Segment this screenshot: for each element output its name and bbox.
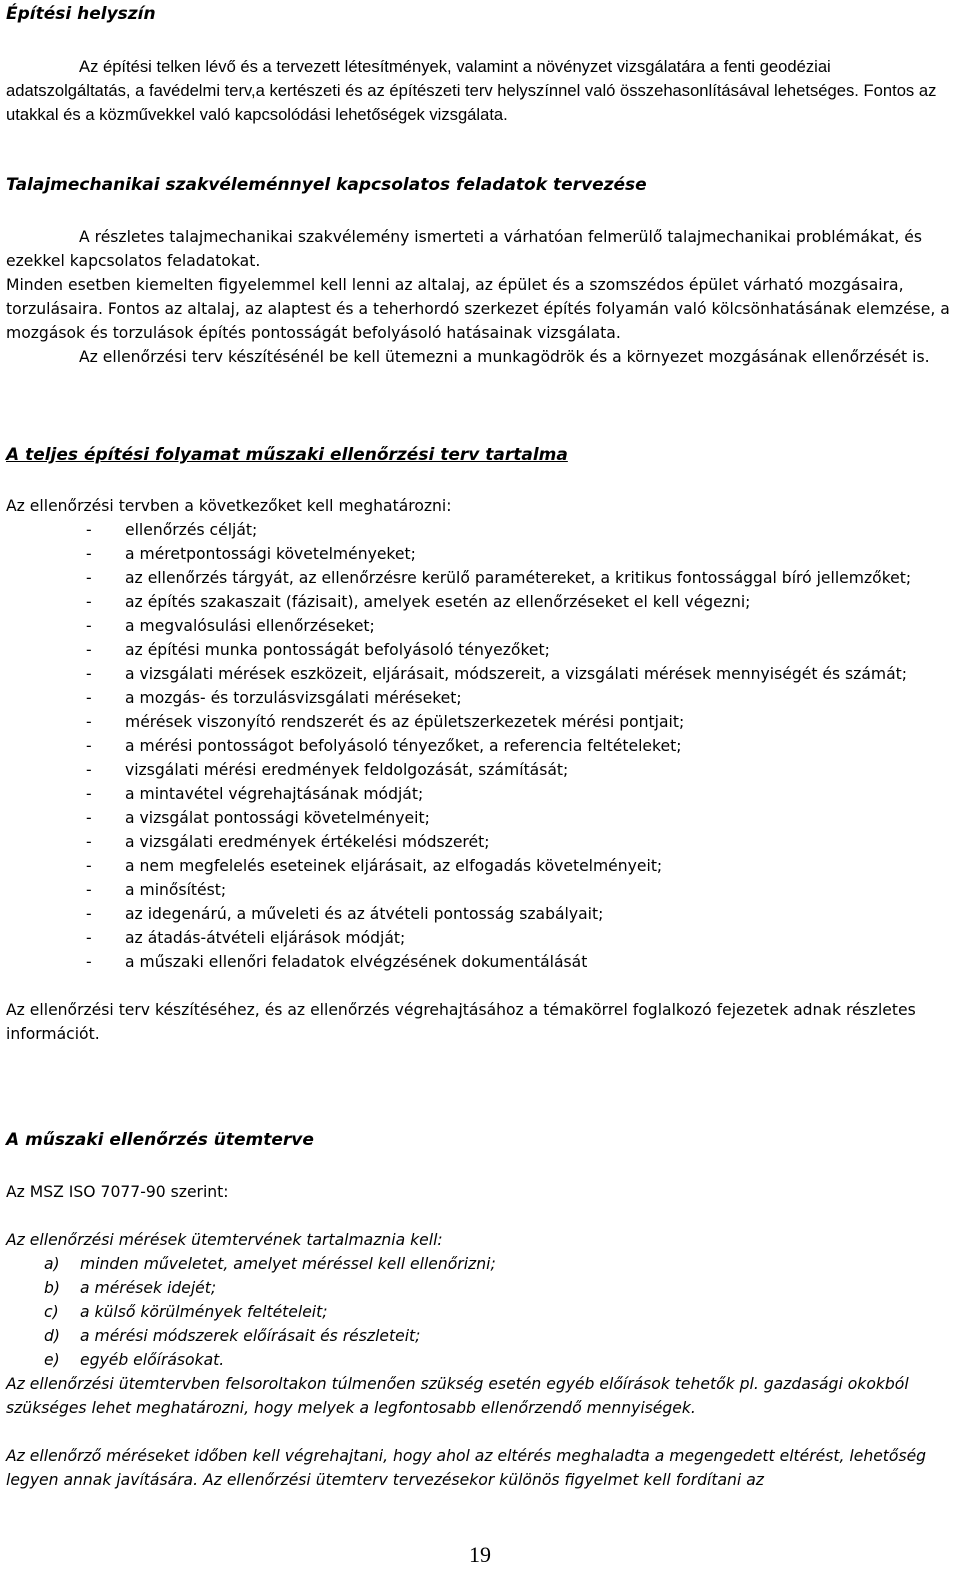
list-item-text: a vizsgálati mérések eszközeit, eljárásait, módszereit, a vizsgálati mérések mennyiségét és számát; (125, 665, 908, 683)
list-item-text: az átadás-átvételi eljárások módját; (125, 929, 406, 947)
section-title-building-site: Építési helyszín (6, 4, 156, 24)
list-item-text: az építés szakaszait (fázisait), amelyek esetén az ellenőrzéseket el kell végezni; (125, 593, 751, 611)
list-item (6, 614, 952, 638)
inspection-items-list (6, 518, 952, 974)
list-item (6, 566, 952, 590)
list-item (6, 878, 952, 902)
inspection-intro: Az ellenőrzési tervben a következőket kell meghatározni: (6, 497, 452, 515)
list-item-text: a mintavétel végrehajtásának módját; (125, 785, 424, 803)
schedule-body (6, 1180, 952, 1492)
list-item (6, 638, 952, 662)
soil-paragraph-2b: Fontos az altalaj, az alaptest és a teherhordó szerkezet építés folyamán való kölcsönhatásának elemzése, a mozgások és torzulások építés pontosságát befolyásoló hatásainak vizsgálata. (6, 300, 950, 342)
list-dash: - (86, 833, 92, 851)
page-number: 19 (469, 1542, 491, 1567)
schedule-lead: Az ellenőrzési mérések ütemtervének tartalmaznia kell: (6, 1231, 443, 1249)
list-item-text: a vizsgálat pontossági követelményeit; (125, 809, 430, 827)
list-item-text: a mérések idejét; (80, 1279, 217, 1297)
list-dash: - (86, 785, 92, 803)
soil-mechanics-body (6, 225, 952, 369)
list-item (6, 590, 952, 614)
list-item-text: az építési munka pontosságát befolyásoló tényezőket; (125, 641, 550, 659)
schedule-standard: Az MSZ ISO 7077-90 szerint: (6, 1183, 229, 1201)
list-item-text: egyéb előírásokat. (80, 1351, 225, 1369)
list-item-text: a méretpontossági követelményeket; (125, 545, 416, 563)
list-item (6, 854, 952, 878)
list-item (6, 1300, 952, 1324)
list-item-text: a műszaki ellenőri feladatok elvégzésének dokumentálását (125, 953, 588, 971)
inspection-outro: Az ellenőrzési terv készítéséhez, és az ellenőrzés végrehajtásához a témakörrel foglalkozó fejezetek adnak részletes információt. (6, 1001, 916, 1043)
list-marker: b) (44, 1279, 60, 1297)
list-dash: - (86, 665, 92, 683)
list-item (6, 1276, 952, 1300)
list-dash: - (86, 737, 92, 755)
list-item (6, 734, 952, 758)
list-item (6, 662, 952, 686)
list-item (6, 1324, 952, 1348)
section-title-schedule: A műszaki ellenőrzés ütemterve (6, 1130, 314, 1150)
list-item-text: a nem megfelelés eseteinek eljárásait, az elfogadás követelményeit; (125, 857, 663, 875)
list-marker: a) (44, 1255, 60, 1273)
list-dash: - (86, 617, 92, 635)
list-item-text: a minősítést; (125, 881, 227, 899)
soil-paragraph-2 (6, 273, 952, 345)
schedule-paragraph-1: Az ellenőrzési ütemtervben felsoroltakon túlmenően szükség esetén egyéb előírások tehetők pl. gazdasági okokból szükséges lehet meghatározni, hogy melyek a legfontosabb ellenőrzendő mennyiségek. (6, 1375, 909, 1417)
list-marker: d) (44, 1327, 60, 1345)
section-title-inspection-plan: A teljes építési folyamat műszaki ellenőrzési terv tartalma (6, 445, 568, 465)
list-item-text: minden műveletet, amelyet méréssel kell ellenőrizni; (80, 1255, 496, 1273)
list-dash: - (86, 953, 92, 971)
list-dash: - (86, 713, 92, 731)
list-dash: - (86, 809, 92, 827)
list-marker: e) (44, 1351, 60, 1369)
list-dash: - (86, 905, 92, 923)
list-dash: - (86, 761, 92, 779)
list-item (6, 710, 952, 734)
list-item-text: az idegenárú, a műveleti és az átvételi pontosság szabályait; (125, 905, 604, 923)
list-item-text: a mozgás- és torzulásvizsgálati méréseket; (125, 689, 462, 707)
section-title-soil-mechanics: Talajmechanikai szakvéleménnyel kapcsolatos feladatok tervezése (6, 175, 647, 195)
list-dash: - (86, 857, 92, 875)
list-item-text: vizsgálati mérési eredmények feldolgozását, számítását; (125, 761, 569, 779)
list-item (6, 1348, 952, 1372)
list-item-text: az ellenőrzés tárgyát, az ellenőrzésre kerülő paramétereket, a kritikus fontossággal bíró jellemzőket; (125, 569, 912, 587)
list-marker: c) (44, 1303, 59, 1321)
list-item-text: a vizsgálati eredmények értékelési módszerét; (125, 833, 490, 851)
schedule-items-list (6, 1252, 952, 1372)
list-item-text: a mérési pontosságot befolyásoló tényezőket, a referencia feltételeket; (125, 737, 682, 755)
list-item (6, 902, 952, 926)
list-item (6, 518, 952, 542)
list-item-text: mérések viszonyító rendszerét és az épületszerkezetek mérési pontjait; (125, 713, 685, 731)
list-item (6, 686, 952, 710)
list-item-text: ellenőrzés célját; (125, 521, 258, 539)
soil-paragraph-1: A részletes talajmechanikai szakvélemény ismerteti a várhatóan felmerülő talajmechanikai problémákat, és ezekkel kapcsolatos feladatokat. (6, 228, 922, 270)
list-dash: - (86, 929, 92, 947)
list-item-text: a külső körülmények feltételeit; (80, 1303, 328, 1321)
list-dash: - (86, 593, 92, 611)
list-dash: - (86, 689, 92, 707)
building-site-paragraph: Az építési telken lévő és a tervezett létesítmények, valamint a növényzet vizsgálatára a fenti geodéziai adatszolgáltatás, a favédelmi terv,a kertészeti és az építészeti terv helyszínnel való összehasonlításával lehetséges. Fontos az utakkal és a közművekkel való kapcsolódási lehetőségek vizsgálata. (6, 57, 937, 124)
list-dash: - (86, 521, 92, 539)
list-item-text: a megvalósulási ellenőrzéseket; (125, 617, 375, 635)
list-item (6, 782, 952, 806)
soil-paragraph-3: Az ellenőrzési terv készítésénél be kell ütemezni a munkagödrök és a környezet mozgásának ellenőrzését is. (79, 348, 930, 366)
inspection-plan-body (6, 494, 952, 1046)
list-dash: - (86, 641, 92, 659)
list-item (6, 806, 952, 830)
list-item (6, 542, 952, 566)
schedule-paragraph-2: Az ellenőrző méréseket időben kell végrehajtani, hogy ahol az eltérés meghaladta a megengedett eltérést, lehetőség legyen annak javítására. Az ellenőrzési ütemterv tervezésekor különös figyelmet kell fordítani az (6, 1447, 927, 1489)
list-dash: - (86, 545, 92, 563)
list-dash: - (86, 881, 92, 899)
list-item (6, 1252, 952, 1276)
soil-paragraph-2a: Minden esetben kiemelten figyelemmel kell lenni az altalaj, az épület és a szomszédos épület várható mozgásaira, torzulásaira. (6, 276, 904, 318)
list-item (6, 950, 952, 974)
list-item (6, 758, 952, 782)
list-dash: - (86, 569, 92, 587)
list-item-text: a mérési módszerek előírásait és részleteit; (80, 1327, 421, 1345)
list-item (6, 926, 952, 950)
list-item (6, 830, 952, 854)
